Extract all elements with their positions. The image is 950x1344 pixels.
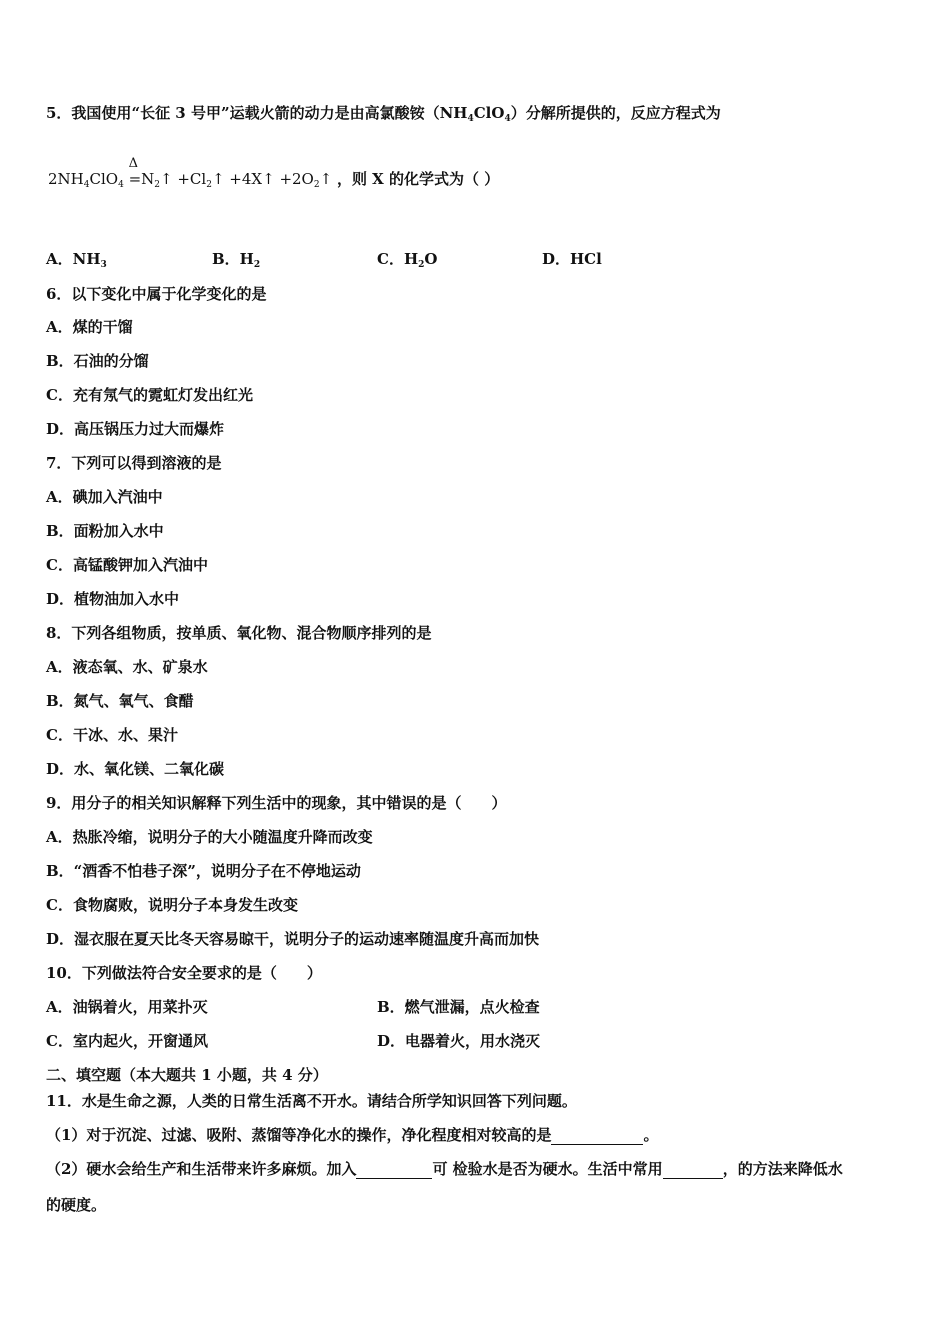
option-label: O xyxy=(424,250,438,268)
q6-option-d[interactable]: D．高压锅压力过大而爆炸 xyxy=(46,420,225,438)
q10-option-d[interactable]: D．电器着火，用水浇灭 xyxy=(377,1032,541,1050)
q5-stem-part: ClO xyxy=(473,104,505,122)
q7-option-d[interactable]: D．植物油加入水中 xyxy=(46,590,180,608)
q6-option-b[interactable]: B．石油的分馏 xyxy=(46,352,149,370)
eq-lhs: ClO xyxy=(89,170,119,188)
eq-sub: 4 xyxy=(118,180,124,190)
eq-product: +4X xyxy=(224,170,263,188)
q7-stem: 7．下列可以得到溶液的是 xyxy=(46,454,222,472)
q9-stem: 9．用分子的相关知识解释下列生活中的现象，其中错误的是（ ） xyxy=(46,794,507,812)
q9-option-c[interactable]: C．食物腐败，说明分子本身发生改变 xyxy=(46,896,298,914)
option-label: D．HCl xyxy=(542,250,602,268)
option-sub: 3 xyxy=(100,260,107,270)
q8-option-c[interactable]: C．干冰、水、果汁 xyxy=(46,726,178,744)
q11-part2-text: （2）硬水会给生产和生活带来许多麻烦。加入 xyxy=(46,1160,357,1178)
q5-stem xyxy=(46,102,721,124)
q7-option-c[interactable]: C．高锰酸钾加入汽油中 xyxy=(46,556,208,574)
q5-stem-sub: 4 xyxy=(504,114,511,124)
q11-part2-text: 可 检验水是否为硬水。生活中常用 xyxy=(432,1160,663,1178)
q5-option-c[interactable] xyxy=(377,248,437,270)
option-label: A．NH xyxy=(46,250,101,268)
q9-option-a[interactable]: A．热胀冷缩，说明分子的大小随温度升降而改变 xyxy=(46,828,373,846)
q10-option-a[interactable]: A．油锅着火，用菜扑灭 xyxy=(46,998,208,1016)
eq-arrow: ↑ xyxy=(319,170,333,188)
q11-part2-text: ，的方法来降低水 xyxy=(722,1160,843,1178)
option-label: B．H xyxy=(212,250,254,268)
q8-option-d[interactable]: D．水、氧化镁、二氧化碳 xyxy=(46,760,225,778)
q11-blank-3[interactable] xyxy=(663,1160,723,1179)
q5-option-b[interactable] xyxy=(212,248,260,270)
option-sub: 2 xyxy=(418,260,425,270)
q5-stem-sub: 4 xyxy=(467,114,474,124)
q5-equation xyxy=(48,156,500,190)
q11-part2-cont: 的硬度。 xyxy=(46,1196,107,1214)
q11-stem: 11．水是生命之源，人类的日常生活离不开水。请结合所学知识回答下列问题。 xyxy=(46,1092,577,1110)
q5-option-a[interactable] xyxy=(46,248,107,270)
q8-option-b[interactable]: B．氮气、氧气、食醋 xyxy=(46,692,194,710)
q8-option-a[interactable]: A．液态氧、水、矿泉水 xyxy=(46,658,208,676)
q11-part2 xyxy=(46,1158,843,1179)
q11-blank-2[interactable] xyxy=(356,1160,432,1179)
eq-product: +Cl xyxy=(172,170,207,188)
eq-sub: 2 xyxy=(313,180,320,190)
q5-option-d[interactable] xyxy=(542,248,602,269)
eq-lhs: 2NH xyxy=(48,170,84,188)
q10-stem: 10．下列做法符合安全要求的是（ ） xyxy=(46,964,322,982)
q5-stem-part: 5．我国使用“长征 3 号甲”运载火箭的动力是由高氯酸铵（NH xyxy=(46,104,468,122)
q7-option-b[interactable]: B．面粉加入水中 xyxy=(46,522,164,540)
q11-part1-text: （1）对于沉淀、过滤、吸附、蒸馏等净化水的操作，净化程度相对较高的是 xyxy=(46,1126,552,1144)
eq-arrow: ↑ xyxy=(160,170,173,188)
option-label: C．H xyxy=(377,250,419,268)
eq-condition xyxy=(128,156,142,188)
q6-option-c[interactable]: C．充有氖气的霓虹灯发出红光 xyxy=(46,386,253,404)
section-heading: 二、填空题（本大题共 1 小题，共 4 分） xyxy=(46,1066,328,1084)
eq-sub: 2 xyxy=(206,180,212,190)
eq-sub: 2 xyxy=(154,180,161,190)
q9-option-b[interactable]: B．“酒香不怕巷子深”，说明分子在不停地运动 xyxy=(46,862,361,880)
q10-option-c[interactable]: C．室内起火，开窗通风 xyxy=(46,1032,208,1050)
eq-product: +2O xyxy=(274,170,314,188)
eq-arrow: ↑ xyxy=(211,170,225,188)
eq-arrow: ↑ xyxy=(262,170,275,188)
q6-option-a[interactable]: A．煤的干馏 xyxy=(46,318,133,336)
q7-option-a[interactable]: A．碘加入汽油中 xyxy=(46,488,163,506)
q9-option-d[interactable]: D．湿衣服在夏天比冬天容易晾干，说明分子的运动速率随温度升高而加快 xyxy=(46,930,540,948)
eq-delta: Δ xyxy=(128,156,138,171)
q11-part1-end: 。 xyxy=(643,1126,659,1144)
q5-stem-part: ）分解所提供的，反应方程式为 xyxy=(510,104,721,122)
eq-product: N xyxy=(141,170,155,188)
q5-question-tail: ，则 X 的化学式为（ ） xyxy=(336,170,500,188)
option-sub: 2 xyxy=(253,260,261,270)
q11-part1 xyxy=(46,1124,658,1145)
q11-blank-1[interactable] xyxy=(551,1126,643,1145)
eq-sub: 4 xyxy=(83,180,90,190)
q6-stem: 6．以下变化中属于化学变化的是 xyxy=(46,285,267,303)
eq-sign: = xyxy=(128,170,142,188)
q8-stem: 8．下列各组物质，按单质、氧化物、混合物顺序排列的是 xyxy=(46,624,432,642)
q10-option-b[interactable]: B．燃气泄漏，点火检查 xyxy=(377,998,540,1016)
